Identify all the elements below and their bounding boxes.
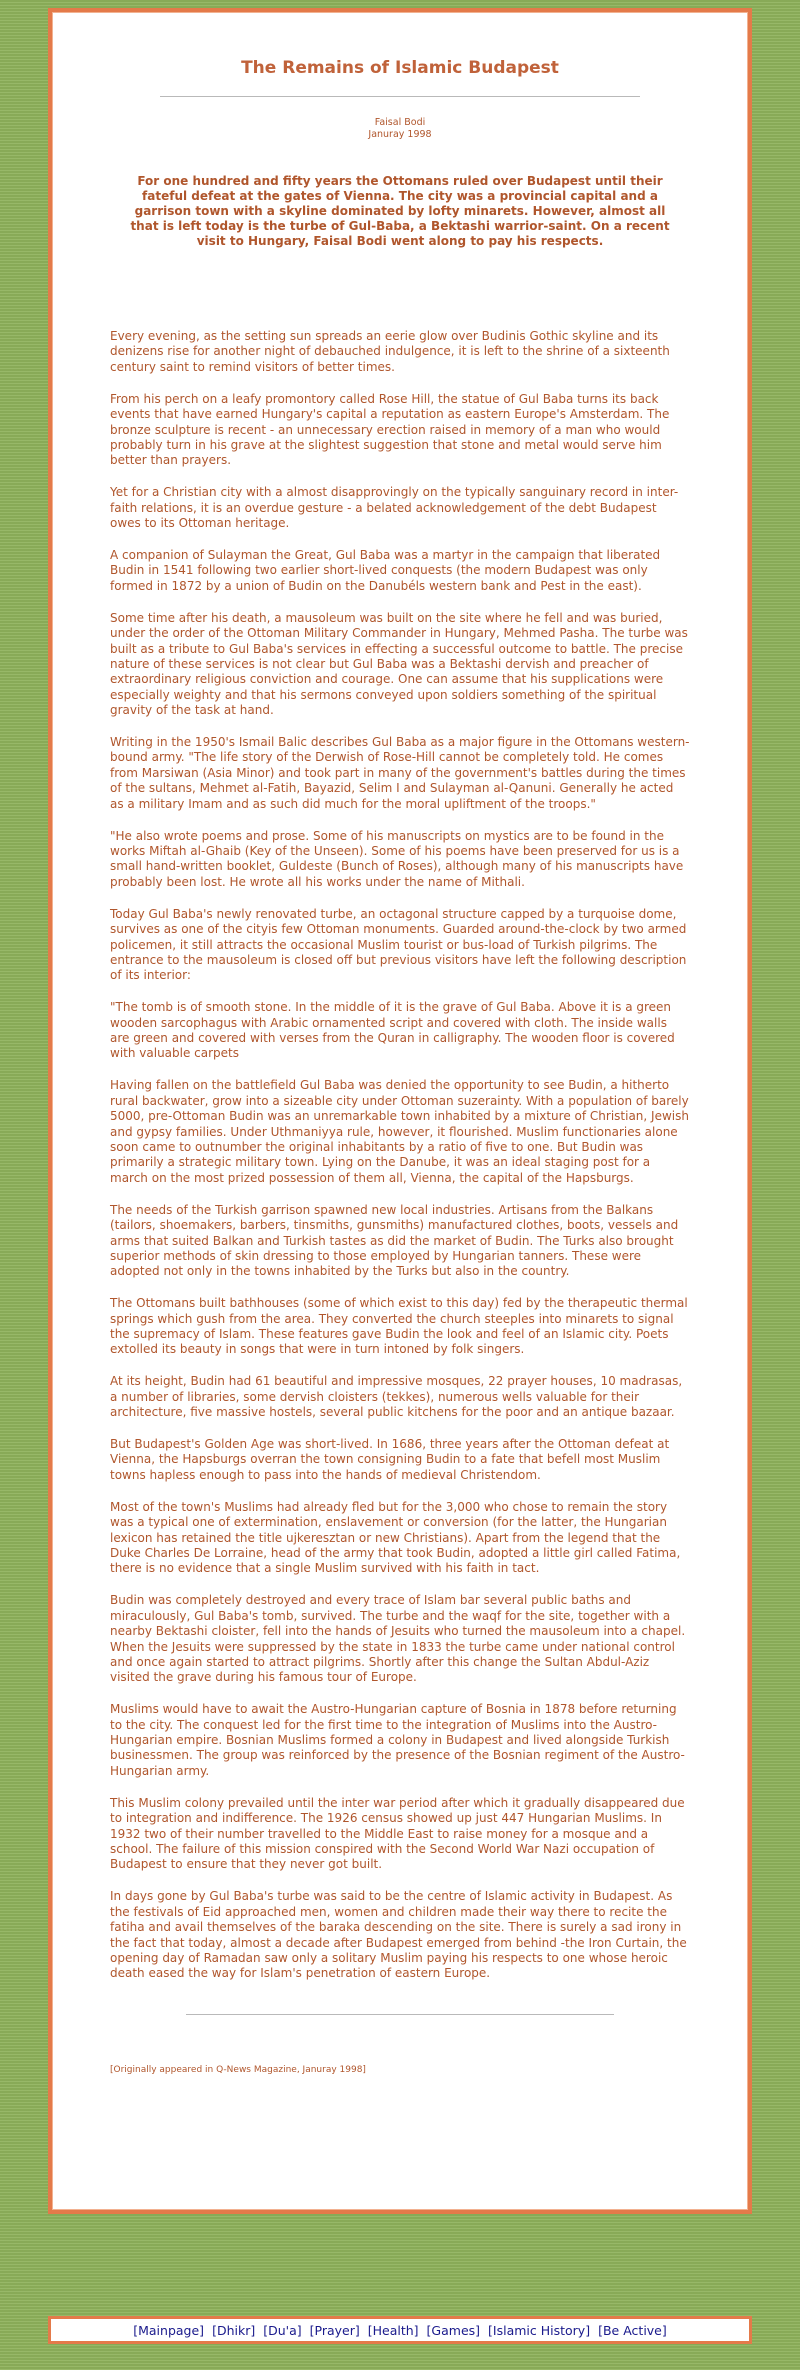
nav-link-health[interactable]: [Health]: [367, 2322, 419, 2338]
paragraph: "The tomb is of smooth stone. In the middle of it is the grave of Gul Baba. Above it is a green wooden sarcophagus with Arabic ornamented script and covered with cloth. The inside walls are green and covered with verses from the Quran in calligraphy. The wooden floor is covered with valuable carpets: [110, 1000, 675, 1061]
nav-link-mainpage[interactable]: [Mainpage]: [133, 2322, 205, 2338]
paragraph: Writing in the 1950's Ismail Balic describes Gul Baba as a major figure in the Ottomans western-bound army. "The life story of the Derwish of Rose-Hill cannot be completely told. He comes from Marsiwan (Asia Minor) and took part in many of the government's battles during the times of the sultans, Mehmet al-Fatih, Bayazid, Selim I and Sulayman al-Qanuni. Generally he acted as a military Imam and as such did much for the moral upliftment of the troops.": [110, 735, 690, 811]
footer-nav: [48, 2316, 752, 2344]
paragraph: Muslims would have to await the Austro-Hungarian capture of Bosnia in 1878 before returning to the city. The conquest led for the first time to the integration of Muslims into the Austro-Hungarian empire. Bosnian Muslims formed a colony in Budapest and lived alongside Turkish businessmen. The group was reinforced by the presence of the Bosnian regiment of the Austro-Hungarian army.: [110, 1702, 685, 1778]
nav-link-dua[interactable]: [Du'a]: [263, 2322, 302, 2338]
paragraph: The needs of the Turkish garrison spawned new local industries. Artisans from the Balkans (tailors, shoemakers, barbers, tinsmiths, gunsmiths) manufactured clothes, boots, vessels and arms that suited Balkan and Turkish tastes as did the market of Budin. The Turks also brought superior methods of skin dressing to those employed by Hungarian tanners. These were adopted not only in the towns inhabited by the Turks but also in the country.: [110, 1202, 679, 1279]
nav-link-dhikr[interactable]: [Dhikr]: [212, 2322, 256, 2338]
paragraph: But Budapest's Golden Age was short-lived. In 1686, three years after the Ottoman defeat at Vienna, the Hapsburgs overran the town consigning Budin to a fate that befell most Muslim towns hapless enough to pass into the hands of medieval Christendom.: [110, 1437, 670, 1482]
footer-divider: [186, 2014, 614, 2015]
page-title: The Remains of Islamic Budapest: [241, 58, 559, 78]
paragraph: Budin was completely destroyed and every trace of Islam bar several public baths and miraculously, Gul Baba's tomb, survived. The turbe and the waqf for the site, together with a nearby Bektashi cloister, fell into the hands of Jesuits who turned the mausoleum into a chapel. When the Jesuits were suppressed by the state in 1833 the turbe came under national control and once again started to attract pilgrims. Shortly after this change the Sultan Abdul-Aziz visited the grave during his famous tour of Europe.: [110, 1593, 686, 1685]
paragraph: Yet for a Christian city with a almost disapprovingly on the typically sanguinary record in inter-faith relations, it is an overdue gesture - a belated acknowledgement of the debt Budapest owes to its Ottoman heritage.: [110, 485, 679, 531]
paragraph: Every evening, as the setting sun spreads an eerie glow over Budinis Gothic skyline and its denizens rise for another night of debauched indulgence, it is left to the shrine of a sixteenth century saint to remind visitors of better times.: [110, 329, 670, 374]
paragraph: Today Gul Baba's newly renovated turbe, an octagonal structure capped by a turquoise dome, survives as one of the cityis few Ottoman monuments. Guarded around-the-clock by two armed policemen, it still attracts the occasional Muslim tourist or bus-load of Turkish pilgrims. The entrance to the mausoleum is closed off but previous visitors have left the following description of its interior:: [110, 906, 687, 983]
paragraph: At its height, Budin had 61 beautiful and impressive mosques, 22 prayer houses, 10 madrasas, a number of libraries, some dervish cloisters (tekkes), numerous wells valuable for their architecture, five massive hostels, several public kitchens for the poor and an antique bazaar.: [110, 1374, 683, 1420]
byline: [98, 117, 702, 141]
paragraph: "He also wrote poems and prose. Some of his manuscripts on mystics are to be found in the works Miftah al-Ghaib (Key of the Unseen). Some of his poems have been preserved for us is a small hand-written booklet, Guldeste (Bunch of Roses), although many of his manuscripts have probably been lost. He wrote all his works under the name of Mithali.: [110, 828, 684, 889]
paragraph: Most of the town's Muslims had already fled but for the 3,000 who chose to remain the story was a typical one of extermination, enslavement or conversion (for the latter, the Hungarian lexicon has retained the title ujkeresztan or new Christians). Apart from the legend that the Duke Charles De Lorraine, head of the army that took Budin, adopted a little girl called Fatima, there is no evidence that a single Muslim survived with his faith in tact.: [110, 1499, 681, 1576]
publication-date: Januray 1998: [368, 129, 432, 140]
paragraph: The Ottomans built bathhouses (some of which exist to this day) fed by the therapeutic thermal springs which gush from the area. They converted the church steeples into minarets to signal the supremacy of Islam. These features gave Budin the look and feel of an Islamic city. Poets extolled its beauty in songs that were in turn intoned by folk singers.: [110, 1296, 688, 1357]
nav-link-islamic-history[interactable]: [Islamic History]: [488, 2322, 591, 2338]
article-frame: [48, 8, 752, 2214]
paragraph: Some time after his death, a mausoleum was built on the site where he fell and was buried, under the order of the Ottoman Military Commander in Hungary, Mehmed Pasha. The turbe was built as a tribute to Gul Baba's services in effecting a successful outcome to battle. The precise nature of these services is not clear but Gul Baba was a Bektashi dervish and preacher of extraordinary religious conviction and courage. One can assume that his supplications were especially weighty and that his sermons conveyed upon soldiers something of the spiritual gravity of the task at hand.: [110, 610, 688, 718]
nav-link-be-active[interactable]: [Be Active]: [598, 2322, 667, 2338]
paragraph: Having fallen on the battlefield Gul Baba was denied the opportunity to see Budin, a hitherto rural backwater, grow into a sizeable city under Ottoman suzerainty. With a population of barely 5000, pre-Ottoman Budin was an unremarkable town inhabited by a mixture of Christian, Jewish and gypsy families. Under Uthmaniyya rule, however, it flourished. Muslim functionaries alone soon came to outnumber the original inhabitants by a ratio of five to one. But Budin was primarily a strategic military town. Lying on the Danube, it was an ideal staging post for a march on the most prized possession of them all, Vienna, the capital of the Hapsburgs.: [110, 1078, 689, 1185]
author-name: Faisal Bodi: [374, 117, 426, 128]
source-note: [Originally appeared in Q-News Magazine, Januray 1998]: [110, 2064, 366, 2075]
nav-link-games[interactable]: [Games]: [426, 2322, 481, 2338]
nav-link-prayer[interactable]: [Prayer]: [309, 2322, 360, 2338]
paragraph: From his perch on a leafy promontory called Rose Hill, the statue of Gul Baba turns its back events that have earned Hungary's capital a reputation as eastern Europe's Amsterdam. The bronze sculpture is recent - an unnecessary erection raised in memory of a man who would probably turn in his grave at the slightest suggestion that stone and metal would serve him better than prayers.: [110, 391, 670, 468]
article-body: [98, 329, 702, 1982]
title-divider: [160, 96, 640, 97]
paragraph: In days gone by Gul Baba's turbe was said to be the centre of Islamic activity in Budapest. As the festivals of Eid approached men, women and children made their way there to recite the fatiha and avail themselves of the baraka descending on the site. There is surely a sad irony in the fact that today, almost a decade after Budapest emerged from behind -the Iron Curtain, the opening day of Ramadan saw only a solitary Muslim paying his respects to one whose heroic death eased the way for Islam's penetration of eastern Europe.: [110, 1889, 687, 1981]
article-lede: For one hundred and fifty years the Ottomans ruled over Budapest until their fateful defeat at the gates of Vienna. The city was a provincial capital and a garrison town with a skyline dominated by lofty minarets. However, almost all that is left today is the turbe of Gul-Baba, a Bektashi warrior-saint. On a recent visit to Hungary, Faisal Bodi went along to pay his respects.: [130, 174, 670, 248]
paragraph: A companion of Sulayman the Great, Gul Baba was a martyr in the campaign that liberated Budin in 1541 following two earlier short-lived conquests (the modern Budapest was only formed in 1872 by a union of Budin on the Danubéls western bank and Pest in the east).: [110, 547, 661, 593]
paragraph: This Muslim colony prevailed until the inter war period after which it gradually disappeared due to integration and indifference. The 1926 census showed up just 447 Hungarian Muslims. In 1932 two of their number travelled to the Middle East to raise money for a mosque and a school. The failure of this mission conspired with the Second World War Nazi occupation of Budapest to ensure that they never got built.: [110, 1795, 685, 1872]
